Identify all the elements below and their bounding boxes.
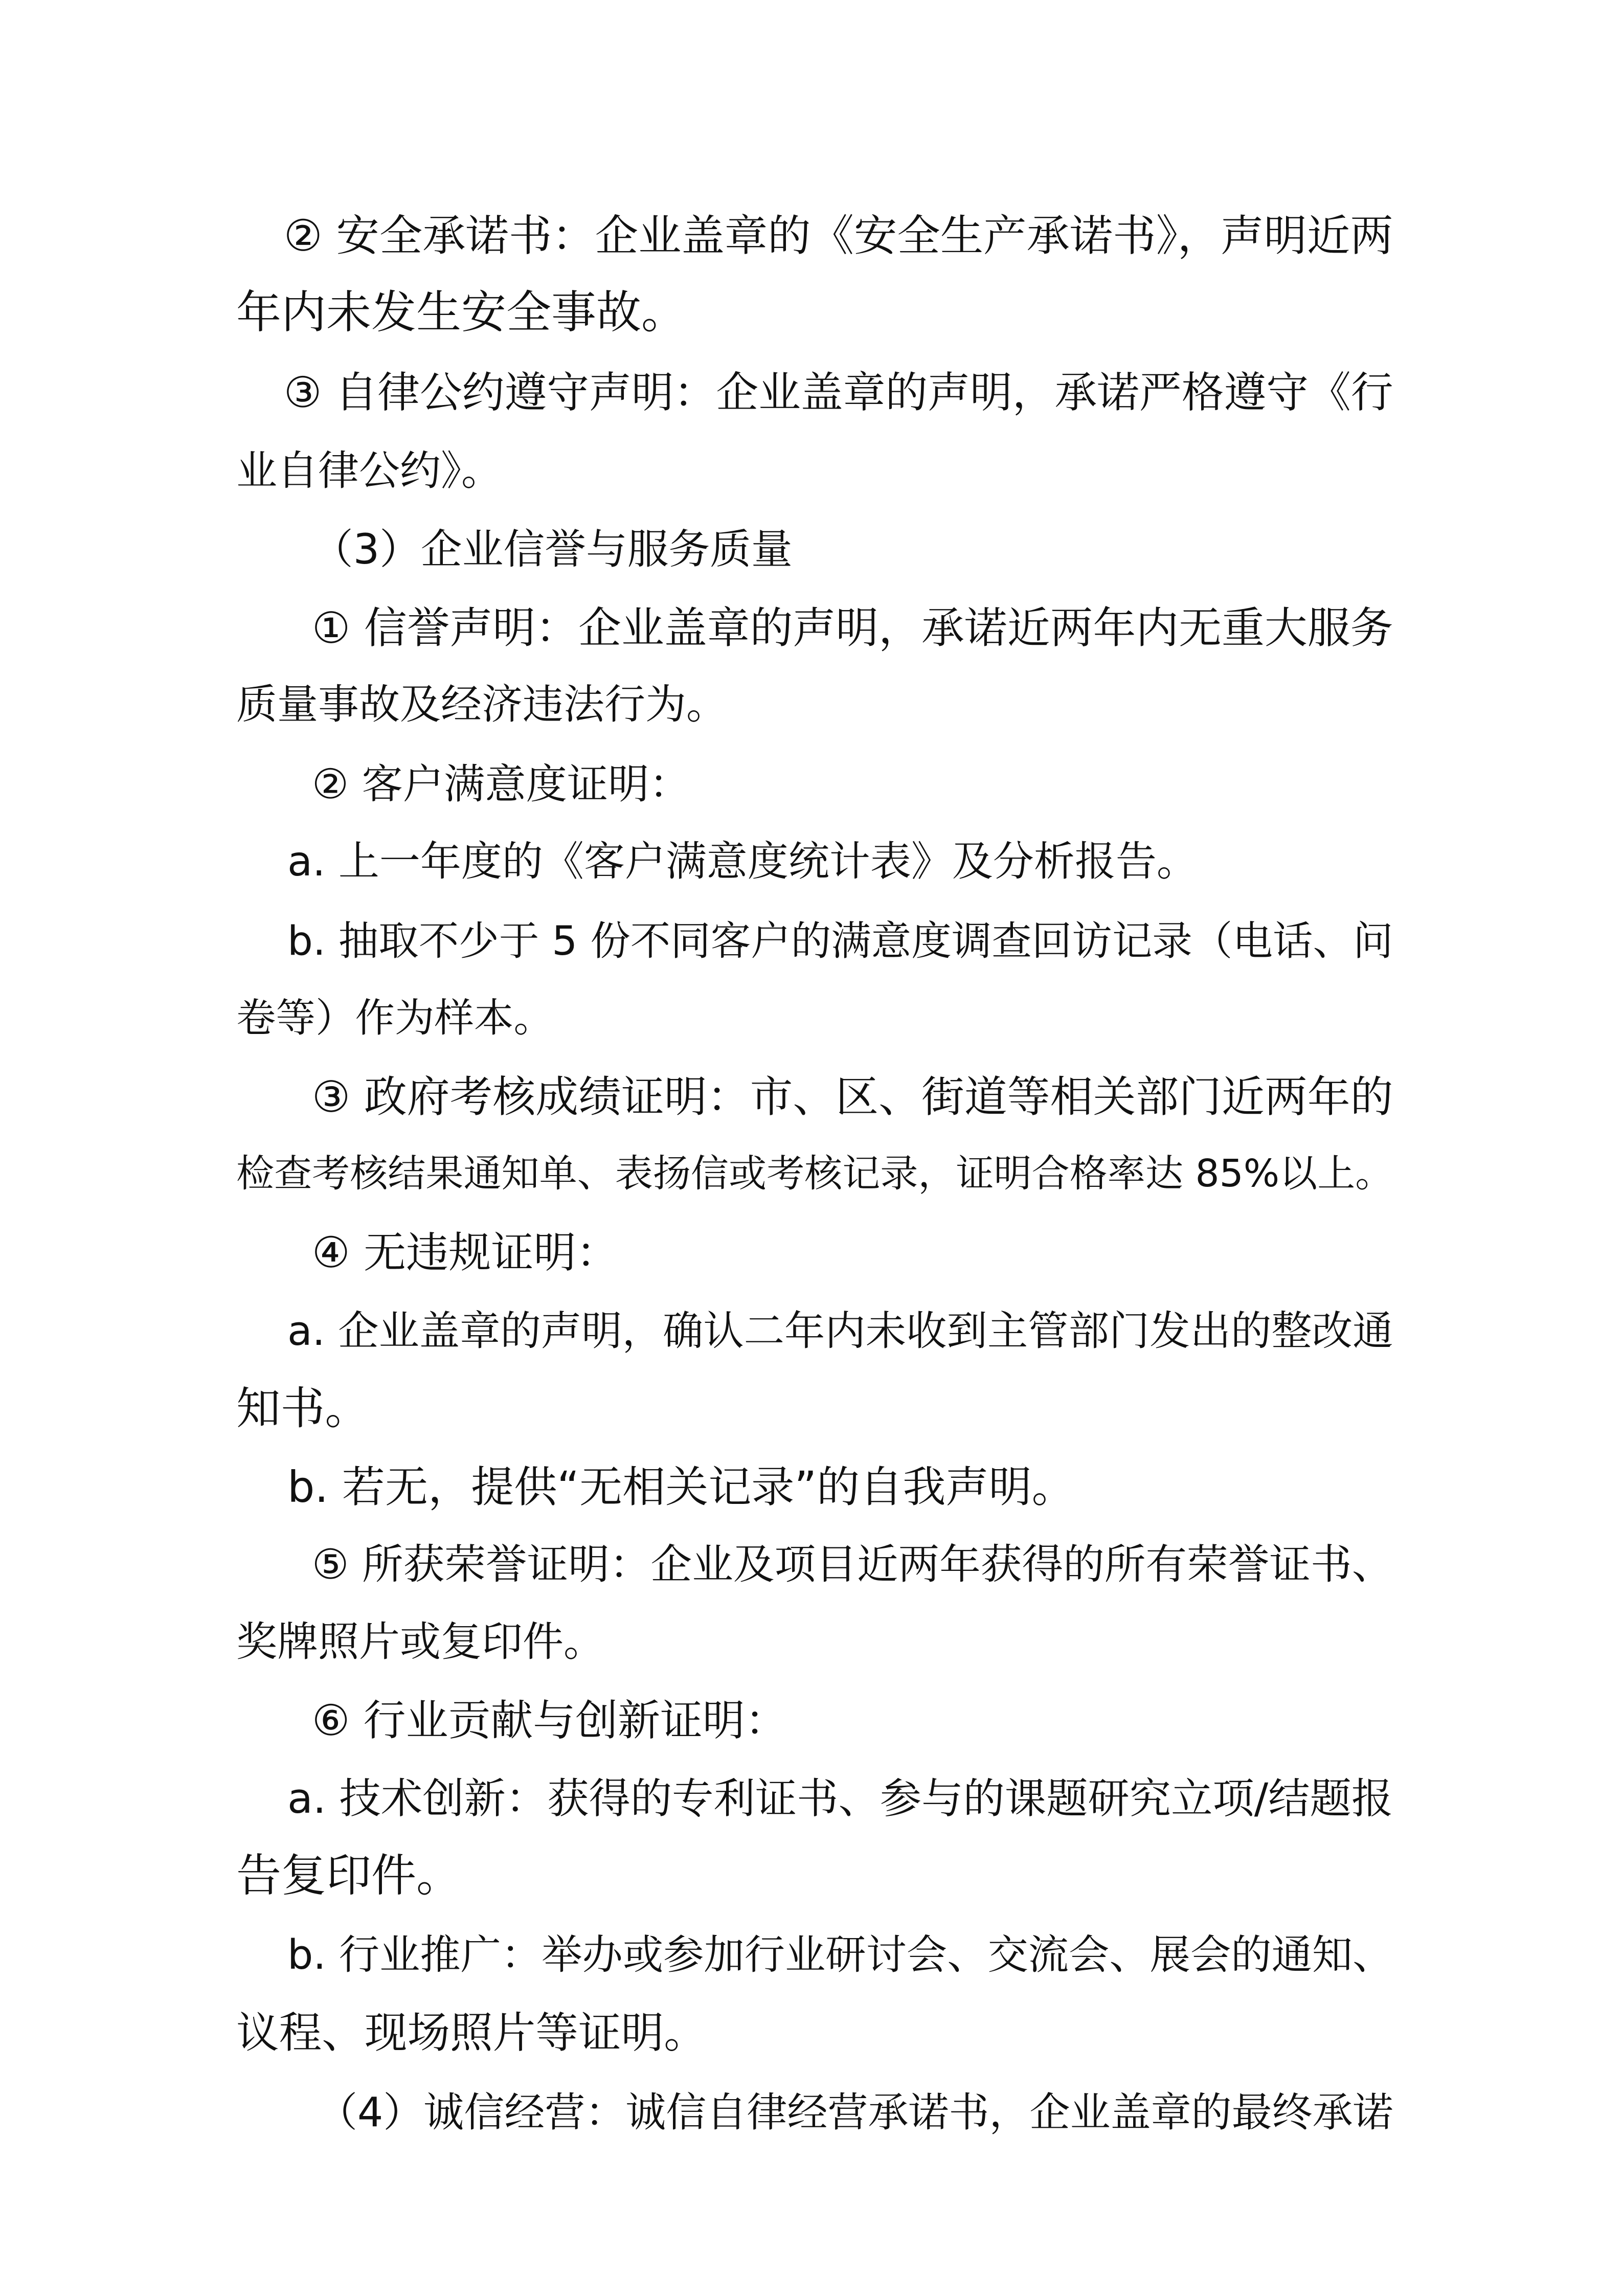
text-line: ② 客户满意度证明： — [312, 760, 690, 808]
section-heading: （3）企业信誉与服务质量 — [312, 526, 793, 574]
text-line: 检查考核结果通知单、表扬信或考核记录，证明合格率达 85%以上。 — [236, 1152, 1393, 1196]
text-line: a. 技术创新：获得的专利证书、参与的课题研究立项/结题报 — [287, 1774, 1393, 1823]
text-line: ④ 无违规证明： — [312, 1228, 619, 1277]
section-heading: （4）诚信经营：诚信自律经营承诺书，企业盖章的最终承诺 — [317, 2089, 1393, 2136]
text-line: 业自律公约》。 — [236, 447, 502, 494]
text-line: b. 抽取不少于 5 份不同客户的满意度调查回访记录（电话、问 — [287, 917, 1393, 964]
text-line: ② 安全承诺书：企业盖章的《安全生产承诺书》，声明近两 — [284, 211, 1393, 261]
text-line: ⑤ 所获荣誉证明：企业及项目近两年获得的所有荣誉证书、 — [312, 1541, 1393, 1589]
text-line: 告复印件。 — [236, 1849, 462, 1902]
text-line: ③ 自律公约遵守声明：企业盖章的声明，承诺严格遵守《行 — [284, 368, 1393, 417]
text-line: ③ 政府考核成绩证明：市、区、街道等相关部门近两年的 — [312, 1072, 1393, 1122]
text-line: ① 信誉声明：企业盖章的声明，承诺近两年内无重大服务 — [312, 603, 1393, 653]
text-line: 奖牌照片或复印件。 — [236, 1618, 604, 1665]
text-line: 质量事故及经济违法行为。 — [236, 681, 727, 728]
text-line: a. 企业盖章的声明，确认二年内未收到主管部门发出的整改通 — [287, 1307, 1393, 1355]
text-line: 卷等）作为样本。 — [236, 995, 554, 1041]
text-line: 知书。 — [236, 1383, 369, 1434]
text-line: b. 若无，提供“无相关记录”的自我声明。 — [287, 1462, 1075, 1512]
text-line: ⑥ 行业贡献与创新证明： — [312, 1696, 787, 1745]
text-line: a. 上一年度的《客户满意度统计表》及分析报告。 — [287, 838, 1198, 885]
text-line: b. 行业推广：举办或参加行业研讨会、交流会、展会的通知、 — [287, 1931, 1393, 1978]
text-line: 年内未发生安全事故。 — [236, 286, 687, 339]
text-line: 议程、现场照片等证明。 — [236, 2008, 707, 2058]
